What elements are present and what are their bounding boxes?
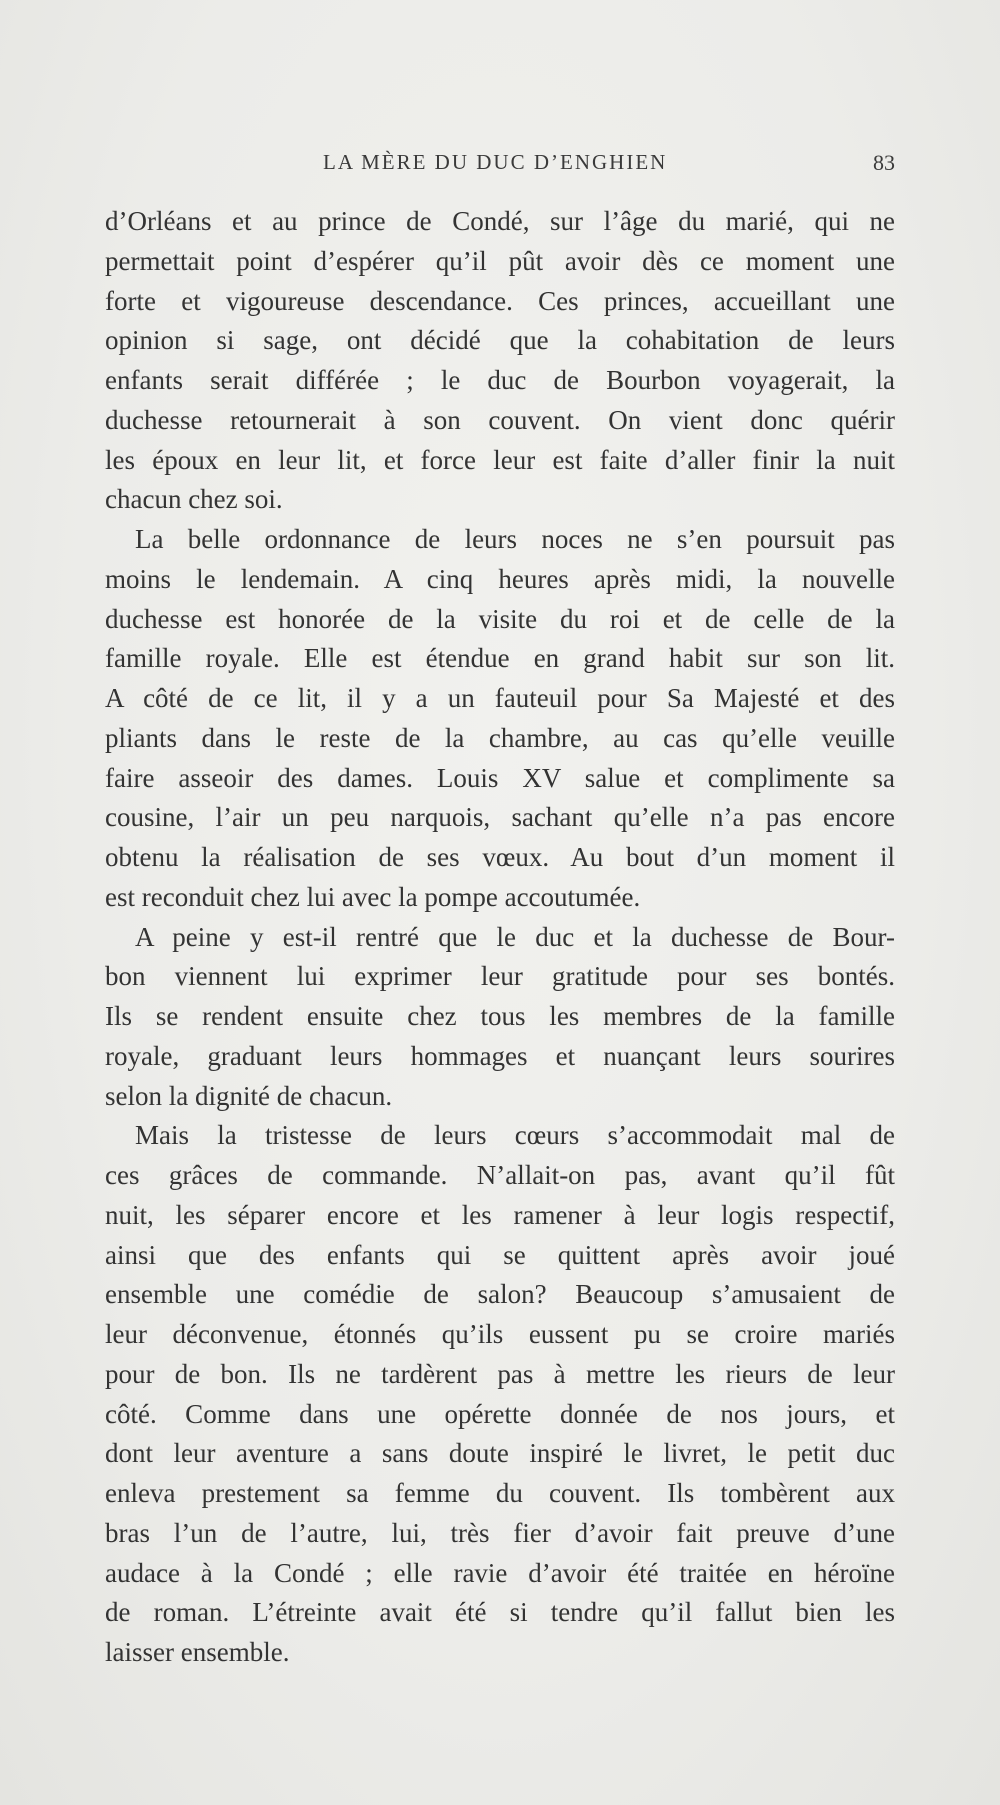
text-line: selon la dignité de chacun.	[105, 1080, 393, 1111]
text-line: A côté de ce lit, il y a un fauteuil pour Sa Majesté et des	[105, 683, 895, 713]
text-line: A peine y est-il rentré que le duc et la duchesse de Bour-	[135, 921, 895, 952]
text-line: Ils se rendent ensuite chez tous les membres de la famille	[105, 1001, 895, 1031]
text-line: laisser ensemble.	[105, 1637, 290, 1667]
running-head	[105, 150, 895, 180]
text-line: dont leur aventure a sans doute inspiré le livret, le petit duc	[105, 1438, 895, 1469]
text-line: ces grâces de commande. N’allait-on pas, avant qu’il fût	[105, 1160, 895, 1190]
text-line: de roman. L’étreinte avait été si tendre qu’il fallut bien les	[105, 1597, 895, 1628]
text-line: enfants serait différée ; le duc de Bourbon voyagerait, la	[105, 365, 895, 395]
text-line: d’Orléans et au prince de Condé, sur l’âge du marié, qui ne	[105, 206, 895, 236]
text-line: les époux en leur lit, et force leur est faite d’aller finir la nuit	[105, 444, 895, 475]
text-line: bon viennent lui exprimer leur gratitude pour ses bontés.	[105, 961, 895, 992]
text-line: chacun chez soi.	[105, 484, 283, 515]
body-text	[105, 202, 895, 1673]
text-line: audace à la Condé ; elle ravie d’avoir été traitée en héroïne	[105, 1557, 895, 1588]
text-line: royale, graduant leurs hommages et nuançant leurs sourires	[105, 1040, 895, 1071]
text-line: bras l’un de l’autre, lui, très fier d’avoir fait preuve d’une	[105, 1517, 895, 1548]
text-line: permettait point d’espérer qu’il pût avoir dès ce moment une	[105, 245, 895, 276]
text-line: Mais la tristesse de leurs cœurs s’accommodait mal de	[135, 1120, 895, 1151]
text-line: opinion si sage, ont décidé que la cohabitation de leurs	[105, 325, 895, 356]
text-line: pliants dans le reste de la chambre, au cas qu’elle veuille	[105, 722, 895, 753]
text-line: faire asseoir des dames. Louis XV salue et complimente sa	[105, 762, 895, 793]
text-line: La belle ordonnance de leurs noces ne s’en poursuit pas	[135, 524, 895, 554]
text-line: leur déconvenue, étonnés qu’ils eussent pu se croire mariés	[105, 1319, 895, 1349]
text-line: est reconduit chez lui avec la pompe accoutumée.	[105, 881, 641, 912]
page-number: 83	[873, 150, 895, 175]
text-line: cousine, l’air un peu narquois, sachant qu’elle n’a pas encore	[105, 802, 895, 833]
text-line: moins le lendemain. A cinq heures après midi, la nouvelle	[105, 563, 895, 594]
text-line: ainsi que des enfants qui se quittent après avoir joué	[105, 1239, 895, 1270]
text-line: côté. Comme dans une opérette donnée de nos jours, et	[105, 1398, 895, 1429]
text-line: famille royale. Elle est étendue en grand habit sur son lit.	[105, 643, 895, 674]
text-line: obtenu la réalisation de ses vœux. Au bout d’un moment il	[105, 842, 895, 872]
text-line: ensemble une comédie de salon? Beaucoup s’amusaient de	[105, 1279, 895, 1310]
text-line: enleva prestement sa femme du couvent. Ils tombèrent aux	[105, 1478, 895, 1508]
text-line: duchesse retournerait à son couvent. On vient donc quérir	[105, 404, 895, 435]
text-line: duchesse est honorée de la visite du roi et de celle de la	[105, 603, 895, 634]
running-head-title: LA MÈRE DU DUC D’ENGHIEN	[323, 150, 668, 174]
text-line: nuit, les séparer encore et les ramener à leur logis respectif,	[105, 1199, 895, 1230]
text-line: forte et vigoureuse descendance. Ces princes, accueillant une	[105, 285, 895, 316]
text-line: pour de bon. Ils ne tardèrent pas à mettre les rieurs de leur	[105, 1358, 895, 1389]
